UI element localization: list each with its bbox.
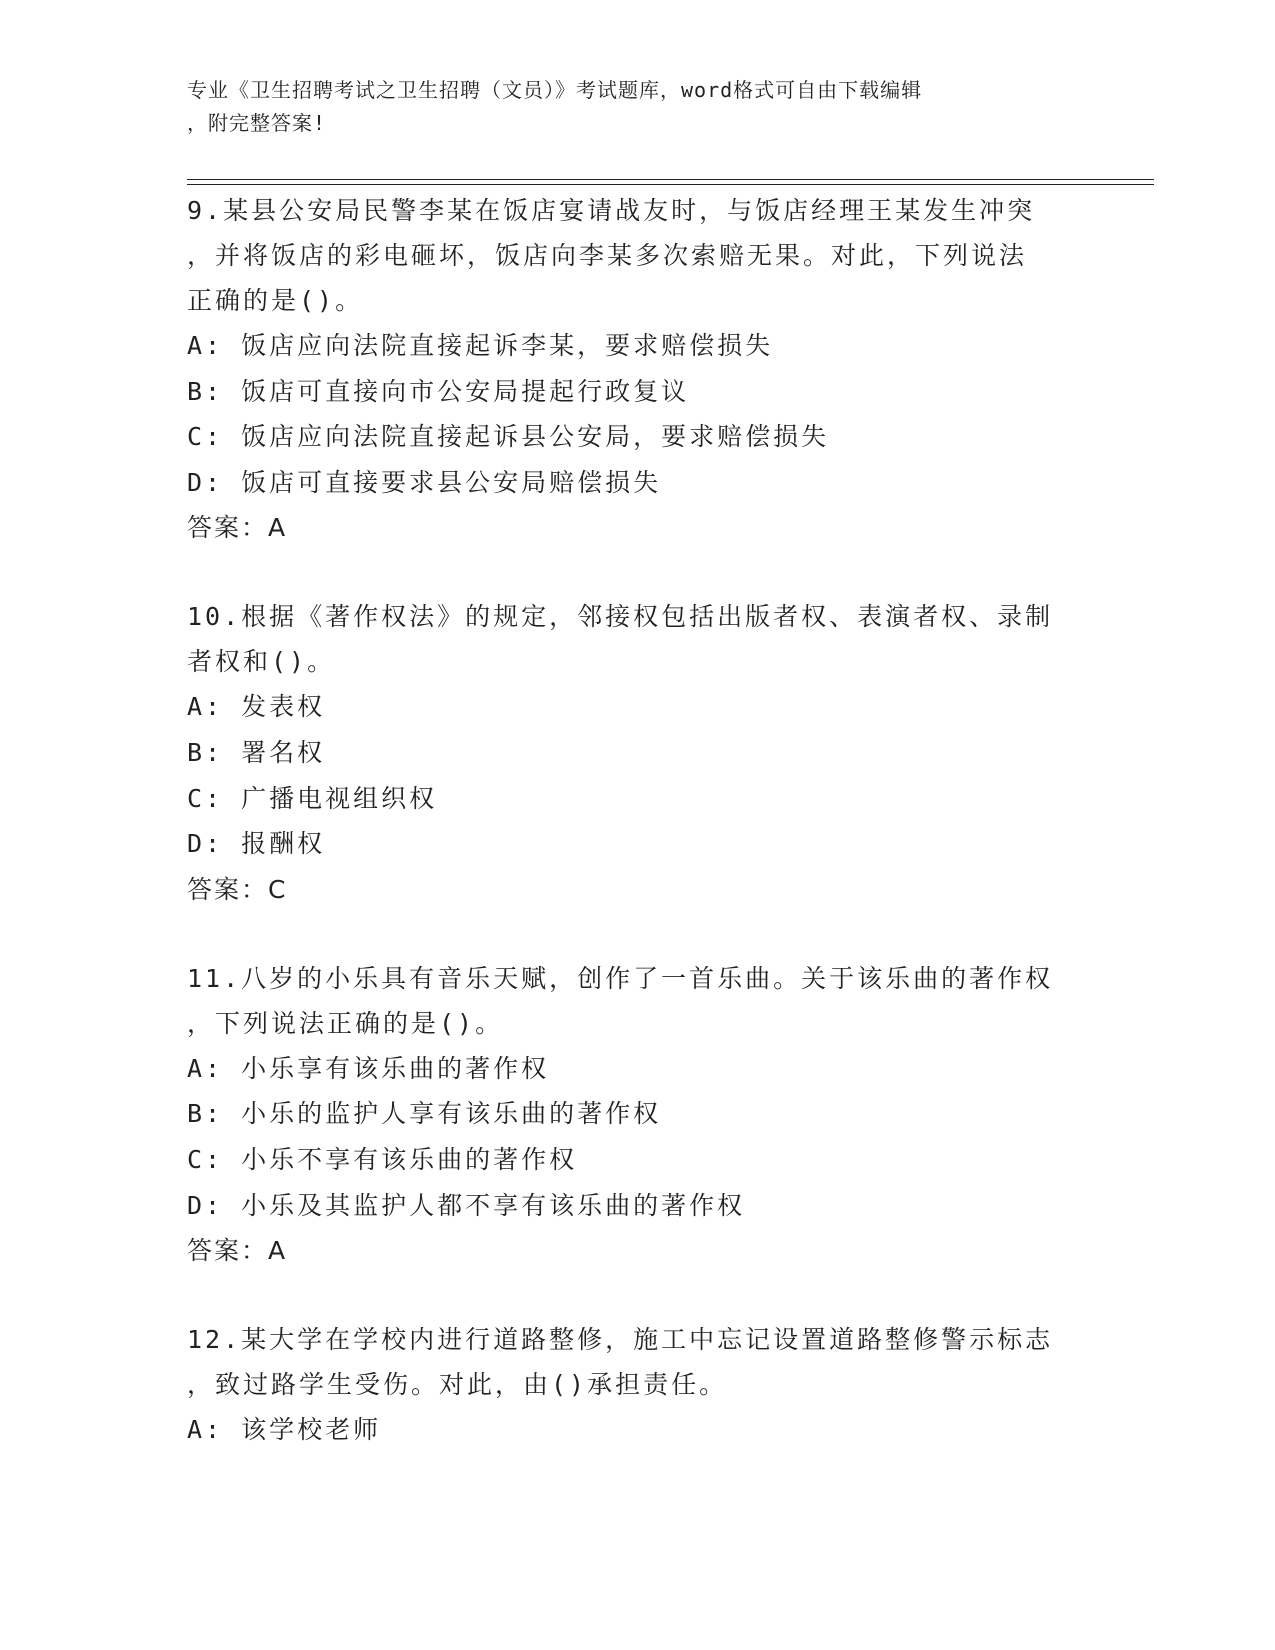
option-a: A: 发表权 bbox=[187, 692, 326, 722]
question-list bbox=[187, 188, 1147, 1453]
option-c: C: 广播电视组织权 bbox=[187, 783, 438, 813]
answer: 答案：A bbox=[187, 513, 288, 543]
option-b: B: 署名权 bbox=[187, 737, 326, 767]
question-stem-line: 者权和()。 bbox=[187, 647, 336, 677]
question-stem-line: 10.根据《著作权法》的规定，邻接权包括出版者权、表演者权、录制 bbox=[187, 602, 1054, 632]
option-c: C: 饭店应向法院直接起诉县公安局，要求赔偿损失 bbox=[187, 422, 830, 452]
header-line-1: 专业《卫生招聘考试之卫生招聘（文员）》考试题库，word格式可自由下载编辑 bbox=[187, 78, 923, 102]
option-a: A: 饭店应向法院直接起诉李某，要求赔偿损失 bbox=[187, 331, 774, 360]
question-11 bbox=[187, 956, 1147, 1273]
question-10 bbox=[187, 594, 1147, 911]
question-stem-line: 正确的是()。 bbox=[187, 286, 364, 315]
option-b: B: 小乐的监护人享有该乐曲的著作权 bbox=[187, 1099, 662, 1129]
answer: 答案：C bbox=[187, 874, 288, 904]
question-9 bbox=[187, 188, 1147, 550]
option-b: B: 饭店可直接向市公安局提起行政复议 bbox=[187, 376, 690, 406]
option-d: D: 小乐及其监护人都不享有该乐曲的著作权 bbox=[187, 1190, 746, 1220]
option-a: A: 小乐享有该乐曲的著作权 bbox=[187, 1053, 550, 1083]
question-stem-line: ，并将饭店的彩电砸坏，饭店向李某多次索赔无果。对此，下列说法 bbox=[187, 241, 1028, 270]
document-header bbox=[187, 74, 1087, 140]
spacer bbox=[187, 912, 1147, 956]
header-line-2: ，附完整答案! bbox=[187, 111, 327, 135]
question-stem-line: ，致过路学生受伤。对此，由()承担责任。 bbox=[187, 1370, 728, 1400]
answer: 答案：A bbox=[187, 1236, 288, 1266]
question-12 bbox=[187, 1317, 1147, 1453]
header-divider-top bbox=[187, 179, 1154, 180]
option-d: D: 报酬权 bbox=[187, 829, 326, 859]
spacer bbox=[187, 1273, 1147, 1317]
question-stem-line: 9.某县公安局民警李某在饭店宴请战友时，与饭店经理王某发生冲突 bbox=[187, 196, 1036, 225]
question-stem-line: 11.八岁的小乐具有音乐天赋，创作了一首乐曲。关于该乐曲的著作权 bbox=[187, 963, 1054, 993]
question-stem-line: 12.某大学在学校内进行道路整修，施工中忘记设置道路整修警示标志 bbox=[187, 1325, 1054, 1355]
header-divider-bottom bbox=[187, 184, 1154, 185]
option-c: C: 小乐不享有该乐曲的著作权 bbox=[187, 1144, 578, 1174]
spacer bbox=[187, 550, 1147, 594]
option-a: A: 该学校老师 bbox=[187, 1415, 382, 1445]
option-d: D: 饭店可直接要求县公安局赔偿损失 bbox=[187, 467, 662, 497]
question-stem-line: ，下列说法正确的是()。 bbox=[187, 1008, 504, 1038]
